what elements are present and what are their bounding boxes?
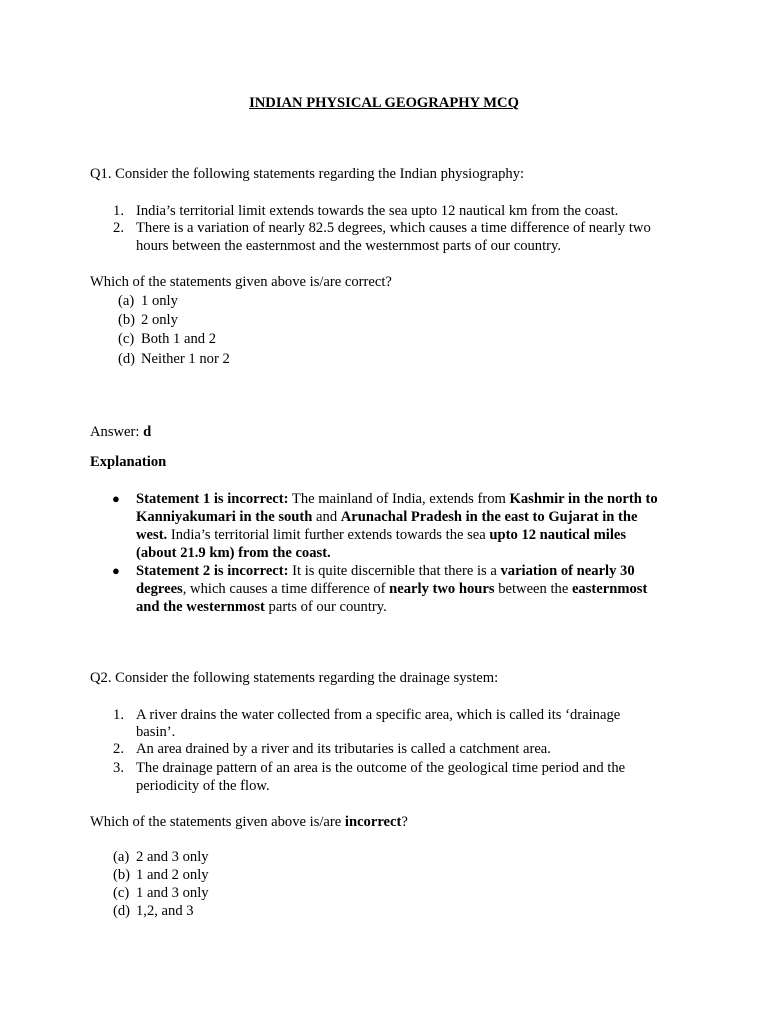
q2-prompt [90, 813, 408, 831]
option-label: (c) [113, 885, 130, 901]
q2-statement-3-line-1: The drainage pattern of an area is the outcome of the geological time period and the [136, 760, 626, 776]
q1-question: Q1. Consider the following statements regarding the Indian physiography: [90, 166, 525, 182]
q1-answer [90, 423, 151, 441]
q1-statement-number: 2. [113, 220, 124, 236]
q1-prompt: Which of the statements given above is/are correct? [90, 274, 392, 290]
q2-statement-number: 3. [113, 760, 124, 776]
explanation-1-line-3 [136, 526, 626, 544]
option-text: 1 and 2 only [136, 867, 209, 883]
option-text: Both 1 and 2 [141, 331, 216, 347]
explanation-1-line-2 [136, 508, 638, 526]
option-text: 1 and 3 only [136, 885, 209, 901]
option-label: (d) [118, 351, 136, 367]
text: The mainland of India, extends from [288, 491, 510, 507]
bold-text: (about 21.9 km) from the coast. [136, 545, 331, 561]
bold-text: degrees [136, 581, 183, 597]
explanation-2-line-3 [136, 598, 387, 616]
explanation-2-line-2 [136, 580, 647, 598]
explanation-2-line-1 [136, 562, 635, 580]
answer-label: Answer: [90, 424, 144, 440]
option-text: 1,2, and 3 [136, 903, 194, 919]
answer-value: d [143, 424, 152, 440]
bold-text: Kanniyakumari in the south [136, 509, 313, 525]
text: , which causes a time difference of [182, 581, 390, 597]
q2-statement-number: 1. [113, 707, 124, 723]
text: India’s territorial limit further extends towards the sea [167, 527, 490, 543]
explanation-1-line-1 [136, 490, 658, 508]
bullet-icon: ● [112, 491, 120, 506]
q2-statement-number: 2. [113, 741, 124, 757]
option-text: 2 and 3 only [136, 849, 209, 865]
option-label: (c) [118, 331, 135, 347]
q1-statement-2-line-2: hours between the easternmost and the westernmost parts of our country. [136, 238, 561, 254]
explanation-1-line-4 [136, 544, 331, 562]
option-label: (a) [118, 293, 135, 309]
option-label: (a) [113, 849, 130, 865]
bold-text: and the westernmost [136, 599, 265, 615]
bold-text: Statement 1 is incorrect: [136, 491, 289, 507]
q2-statement-3-line-2: periodicity of the flow. [136, 778, 270, 794]
q2-statement-1-line-1: A river drains the water collected from a specific area, which is called its ‘drainage [136, 707, 621, 723]
q1-statement-number: 1. [113, 203, 124, 219]
q1-statement-1: India’s territorial limit extends towards the sea upto 12 nautical km from the coast. [136, 203, 619, 219]
bold-text: nearly two hours [389, 581, 495, 597]
bold-text: Arunachal Pradesh in the east to Gujarat in the [340, 509, 638, 525]
option-text: 1 only [141, 293, 178, 309]
option-label: (b) [118, 312, 136, 328]
text: ? [401, 814, 408, 830]
text: It is quite discernible that there is a [288, 563, 501, 579]
option-label: (b) [113, 867, 131, 883]
bullet-icon: ● [112, 563, 120, 578]
text: between the [494, 581, 572, 597]
text: Which of the statements given above is/are [90, 814, 345, 830]
option-text: Neither 1 nor 2 [141, 351, 230, 367]
page-title: INDIAN PHYSICAL GEOGRAPHY MCQ [249, 95, 519, 111]
bold-text: Kashmir in the north to [509, 491, 658, 507]
option-label: (d) [113, 903, 131, 919]
bold-text: Statement 2 is incorrect: [136, 563, 289, 579]
bold-text: easternmost [571, 581, 648, 597]
q2-statement-2: An area drained by a river and its tributaries is called a catchment area. [136, 741, 551, 757]
text: parts of our country. [264, 599, 387, 615]
q2-question: Q2. Consider the following statements regarding the drainage system: [90, 670, 499, 686]
text: and [312, 509, 341, 525]
q2-statement-1-line-2: basin’. [136, 724, 176, 740]
bold-text: upto 12 nautical miles [489, 527, 627, 543]
q1-statement-2-line-1: There is a variation of nearly 82.5 degrees, which causes a time difference of nearly two [136, 220, 651, 236]
option-text: 2 only [141, 312, 178, 328]
bold-text: variation of nearly 30 [500, 563, 635, 579]
explanation-heading: Explanation [90, 454, 167, 470]
bold-text: incorrect [344, 814, 402, 830]
bold-text: west. [136, 527, 168, 543]
